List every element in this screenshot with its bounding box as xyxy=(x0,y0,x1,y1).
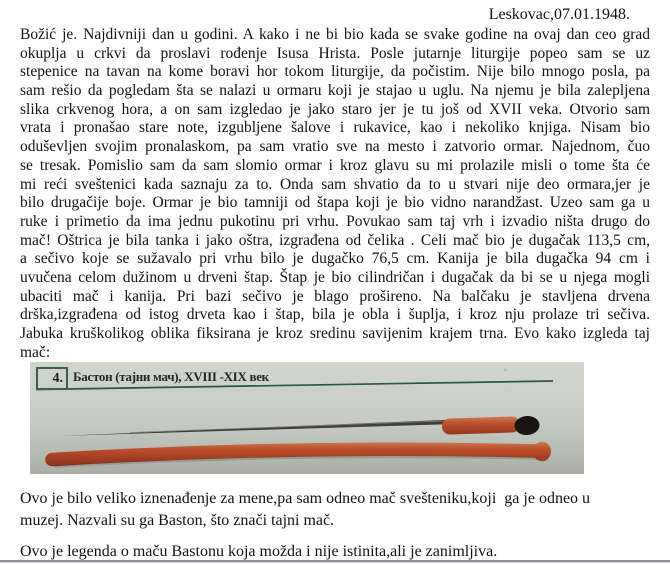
text-line: slika crkvenog hora, a on sam izgledao je jako staro jer je tu još od XVII veka. Otvorio sam xyxy=(20,100,650,118)
smudge-mark: × xyxy=(501,364,510,376)
date-line: Leskovac,07.01.1948. xyxy=(488,6,630,23)
main-paragraph xyxy=(20,26,650,362)
text-line: vrata i pronašao stare note, izgubljene šalove i rukavice, kao i nekoliko knjiga. Nisam bio xyxy=(20,119,650,137)
text-line: Ovo je legenda o maču Bastonu koja možda i nije istinita,ali je zanimljiva. xyxy=(20,543,498,560)
text-line: Jabuka kruškolikog oblika fiksirana je kroz sredinu savijenim krajem trna. Evo kako izgleda taj xyxy=(20,325,650,342)
text-line: ubaciti mač i kanija. Pri bazi sečivo je blago prošireno. Na balčaku je stavljena drvena xyxy=(20,287,650,305)
photo-caption: Бастон (тајни мач), XVIII -XIX век xyxy=(73,369,269,384)
text-line: Ovo je bilo veliko iznenađenje za mene,pa sam odneo mač svešteniku,koji ga je odneo u xyxy=(20,490,591,507)
text-line: ruke i primetio da ima jednu pukotinu pri vrhu. Povukao sam taj vrh i izvadio ništa drugo do xyxy=(20,212,650,230)
catalog-number-box xyxy=(36,367,68,390)
catalog-number: 4. xyxy=(52,371,63,386)
text-line: mač: xyxy=(20,343,51,361)
text-line: Božić je. Najdivniji dan u godini. A kako i ne bi bio kada se svake godine na ovaj dan ceo grad xyxy=(20,26,650,43)
sword-photo xyxy=(30,362,584,474)
text-line: mač! Oštrica je bila tanka i jako oštra, izgrađena od čelika . Celi mač bio je dugačak 113,5 cm, xyxy=(20,231,650,249)
text-line: bilo drugačije boje. Ormar je bio tamniji od štapa koji je bio vidno narandžast. Uzeo sam ga u xyxy=(20,194,650,212)
text-line: se tresak. Pomislio sam da sam slomio ormar i kroz glavu su mi prolazile misli o tome šta će xyxy=(20,156,650,174)
text-line: okuplja u crkvi da proslavi rođenje Isusa Hrista. Posle jutarnje liturgije popeo sam se uz xyxy=(20,44,650,62)
sword-handle xyxy=(450,425,512,427)
bottom-divider xyxy=(0,560,670,563)
text-line: uvučena celom dužinom u drveni štap. Štap je bio cilindričan i dugačak da bi se u njega mogli xyxy=(20,268,650,286)
text-line: a sečivo koje se sužavalo pri vrhu bilo je dugačko 76,5 cm. Kanija je bila dugačka 94 cm i xyxy=(20,250,650,268)
text-line: drška,izgrađena od istog drveta kao i štap, bila je obla i šuplja, i kroz nju prolaze tri sečiva. xyxy=(20,306,650,324)
text-line: sam rešio da pogledam šta se nalazi u ormaru koji je stajao u uglu. Na njemu je bila zalepljena xyxy=(20,82,650,100)
paragraph-surprise xyxy=(20,488,650,532)
text-line: stepenice na tavan na kome boravi hor tokom liturgije, da počistim. Nije bilo mnogo posla, pa xyxy=(20,63,650,81)
text-line: oduševljen svojim pronalaskom, pa sam vratio sve na mesto i zatvorio ormar. Najednom, čuo xyxy=(20,138,650,156)
text-line: muzej. Nazvali su ga Baston, što znači tajni mač. xyxy=(20,512,335,529)
text-line: mi reći sveštenici kada saznaju za to. Onda sam shvatio da to u stvari nije deo ormara,jer je xyxy=(20,175,650,193)
